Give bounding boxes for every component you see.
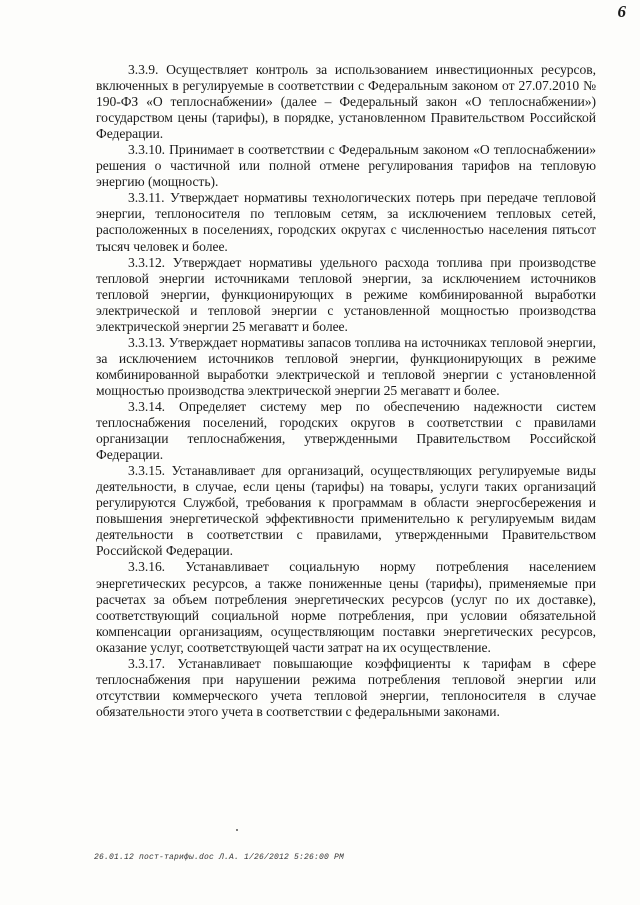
clause-3-3-14: 3.3.14. Определяет систему мер по обеспечению надежности систем теплоснабжения поселений, городских округов в соответствии с правилами организации теплоснабжения, утвержденными Правительством Российской Федерации. — [96, 398, 596, 463]
clause-3-3-15: 3.3.15. Устанавливает для организаций, осуществляющих регулируемые виды деятельности, в случае, если цены (тарифы) на товары, услуги таких организаций регулируются Службой, требования к программам в области энергосбережения и повышения энергетической эффективности применительно к регулируемым видам деятельности в соответствии с правилами, утвержденными Правительством Российской Федерации. — [96, 463, 596, 559]
clause-3-3-11: 3.3.11. Утверждает нормативы технологических потерь при передаче тепловой энергии, теплоносителя по тепловым сетям, за исключением тепловых сетей, расположенных в поселениях, городских округах с численностью населения пятьсот тысяч человек и более. — [96, 190, 596, 254]
clause-3-3-13: 3.3.13. Утверждает нормативы запасов топлива на источниках тепловой энергии, за исключением источников тепловой энергии, функционирующих в режиме комбинированной выработки электрической и тепловой энергии с установленной мощностью производства электрической энергии 25 мегаватт и более. — [96, 334, 596, 398]
clause-3-3-10: 3.3.10. Принимает в соответствии с Федеральным законом «О теплоснабжении» решения о частичной или полной отмене регулирования тарифов на тепловую энергию (мощность). — [96, 142, 596, 190]
clause-3-3-16: 3.3.16. Устанавливает социальную норму потребления населением энергетических ресурсов, а также пониженные цены (тарифы), применяемые при расчетах за объем потребления энергетических ресурсов (услуг по их доставке), соответствующий социальной норме потребления, при условии обязательной компенсации организациям, осуществляющим поставки энергетических ресурсов, оказание услуг, соответствующей части затрат на их осуществление. — [96, 559, 596, 655]
clause-3-3-9: 3.3.9. Осуществляет контроль за использованием инвестиционных ресурсов, включенных в регулируемые в соответствии с Федеральным законом от 27.07.2010 № 190-ФЗ «О теплоснабжении» (далее – Федеральный закон «О теплоснабжении») государством цены (тарифы), в порядке, установленном Правительством Российской Федерации. — [96, 62, 596, 142]
clause-3-3-17: 3.3.17. Устанавливает повышающие коэффициенты к тарифам в сфере теплоснабжения при нарушении режима потребления тепловой энергии или отсутствии коммерческого учета тепловой энергии, теплоносителя в случае обязательности этого учета в соответствии с федеральными законами. — [96, 655, 596, 719]
scan-speck — [236, 829, 238, 831]
clause-3-3-12: 3.3.12. Утверждает нормативы удельного расхода топлива при производстве тепловой энергии источниками тепловой энергии, за исключением источников тепловой энергии, функционирующих в режиме комбинированной выработки электрической и тепловой энергии с установленной мощностью производства электрической энергии 25 мегаватт и более. — [96, 254, 596, 334]
document-body — [96, 62, 596, 720]
page-number: 6 — [617, 2, 626, 21]
document-footer: 26.01.12 пост-тарифы.doc Л.А. 1/26/2012 5:26:00 PM — [94, 853, 345, 862]
